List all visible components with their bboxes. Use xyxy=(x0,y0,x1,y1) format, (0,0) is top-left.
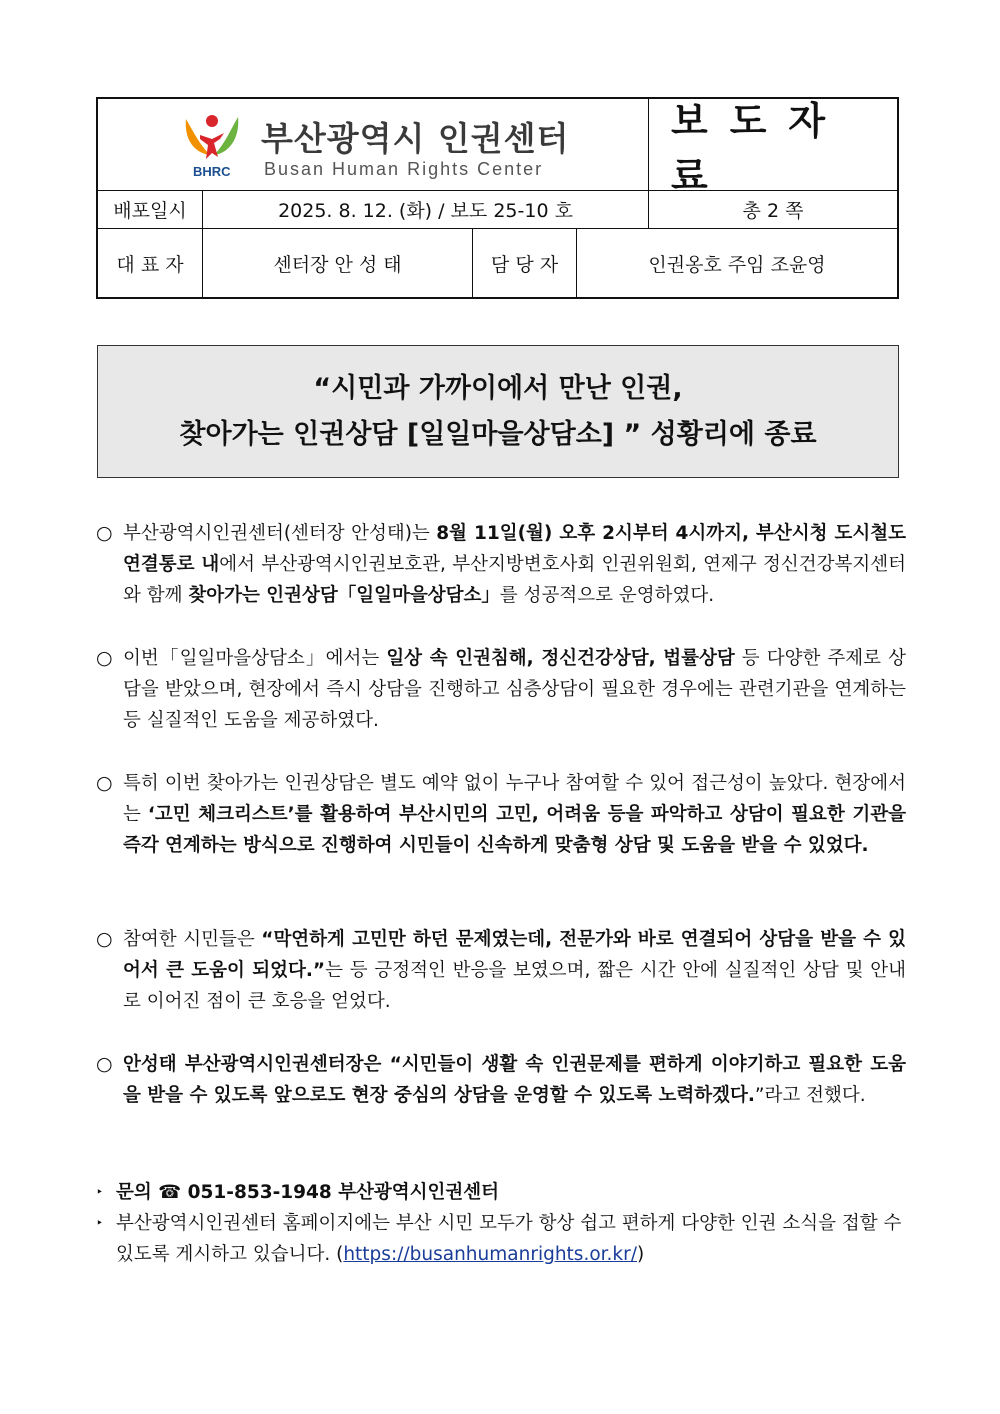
circle-bullet-icon: ○ xyxy=(96,1053,113,1075)
footer-inquiry xyxy=(96,1177,906,1208)
triangle-bullet-icon: ‣ xyxy=(96,1185,104,1199)
logo xyxy=(98,99,648,192)
bold-span: ‘고민 체크리스트’를 활용하여 부산시민의 고민, 어려움 등을 파악하고 상담이 필요한 기관을 즉각 연계하는 방식으로 진행하여 시민들이 신속하게 맞춤형 상담 및 도움을 받을 수 있었다. xyxy=(123,804,906,856)
release-date-label: 배포일시 xyxy=(113,200,187,222)
contact-value: 인권옹호 주임 조윤영 xyxy=(648,253,826,276)
paragraph-2 xyxy=(96,643,906,736)
homepage-link[interactable]: https://busanhumanrights.or.kr/ xyxy=(343,1244,637,1265)
contact-label: 담 당 자 xyxy=(490,253,559,276)
paragraph-1 xyxy=(96,518,906,611)
circle-bullet-icon: ○ xyxy=(96,772,113,794)
logo-abbr: BHRC xyxy=(193,164,231,179)
circle-bullet-icon: ○ xyxy=(96,522,113,544)
text-span: 에서 부산광역시인권보호관, 부산지방변호사회 인권위원회, 연제구 정신건강복지센터와 함께 xyxy=(123,554,907,606)
paragraph-5 xyxy=(96,1049,906,1111)
text-span: 부산광역시인권센터(센터장 안성태)는 xyxy=(123,523,437,544)
header-table xyxy=(96,97,899,299)
logo-title: 부산광역시 인권센터 xyxy=(261,119,570,158)
paragraph-text xyxy=(123,518,906,611)
press-label-cell xyxy=(649,98,897,198)
paragraph-4 xyxy=(96,924,906,1017)
homepage-text xyxy=(116,1208,906,1270)
paragraph-3 xyxy=(96,768,906,861)
bold-span: 일상 속 인권침해, 정신건강상담, 법률상담 xyxy=(386,648,735,669)
circle-bullet-icon: ○ xyxy=(96,928,113,950)
text-span: ”라고 전했다. xyxy=(754,1085,866,1106)
footer-homepage xyxy=(96,1208,906,1270)
headline-line-2: 찾아가는 인권상담 [일일마을상담소] ” 성황리에 종료 xyxy=(179,419,817,450)
triangle-bullet-icon: ‣ xyxy=(96,1216,104,1230)
release-date-value: 2025. 8. 12. (화) / 보도 25-10 호 xyxy=(278,200,573,222)
paragraph-text xyxy=(123,643,906,736)
bold-span: 안성태 부산광역시인권센터장은 “시민들이 생활 속 인권문제를 편하게 이야기하고 필요한 도움을 받을 수 있도록 앞으로도 현장 중심의 상담을 운영할 수 있도록 노력하겠다. xyxy=(123,1054,906,1106)
paragraph-text xyxy=(123,924,906,1017)
bold-span: 찾아가는 인권상담「일일마을상담소」 xyxy=(188,585,500,606)
circle-bullet-icon: ○ xyxy=(96,647,113,669)
paragraph-text xyxy=(123,768,906,861)
text-span: ) xyxy=(637,1244,645,1265)
text-span: 를 성공적으로 운영하였다. xyxy=(499,585,715,606)
text-span: 는 등 긍정적인 반응을 보였으며, 짧은 시간 안에 실질적인 상담 및 안내로 이어진 점이 큰 호응을 얻었다. xyxy=(123,960,906,1012)
headline-box xyxy=(97,345,899,478)
representative-label: 대 표 자 xyxy=(116,253,184,276)
press-label: 보도자료 xyxy=(671,98,848,198)
text-span: 이번「일일마을상담소」에서는 xyxy=(123,648,387,669)
bold-span: “막연하게 고민만 하던 문제였는데, 전문가와 바로 연결되어 상담을 받을 수 있어서 큰 도움이 되었다.” xyxy=(123,929,906,981)
headline-line-1: “시민과 가까이에서 만난 인권, xyxy=(313,373,683,404)
text-span: 부산광역시인권센터 홈페이지에는 부산 시민 모두가 항상 쉽고 편하게 다양한 인권 소식을 접할 수 있도록 게시하고 있습니다. ( xyxy=(116,1213,902,1265)
text-span: 참여한 시민들은 xyxy=(123,929,262,950)
page-count: 총 2 쪽 xyxy=(742,200,804,222)
text-span: 특히 이번 찾아가는 인권상담은 별도 예약 없이 누구나 참여할 수 있어 접근성이 높았다. 현장에서는 xyxy=(123,773,906,825)
paragraph-text xyxy=(123,1049,906,1111)
logo-subtitle: Busan Human Rights Center xyxy=(264,159,544,179)
inquiry-text: 문의 ☎ 051-853-1948 부산광역시인권센터 xyxy=(116,1182,500,1203)
representative-value: 센터장 안 성 태 xyxy=(273,253,402,276)
text-span: 등 다양한 주제로 상담을 받았으며, 현장에서 즉시 상담을 진행하고 심층상담이 필요한 경우에는 관련기관을 연계하는 등 실질적인 도움을 제공하였다. xyxy=(123,648,906,731)
bold-span: 8월 11일(월) 오후 2시부터 4시까지, 부산시청 도시철도 연결통로 내 xyxy=(123,523,906,575)
